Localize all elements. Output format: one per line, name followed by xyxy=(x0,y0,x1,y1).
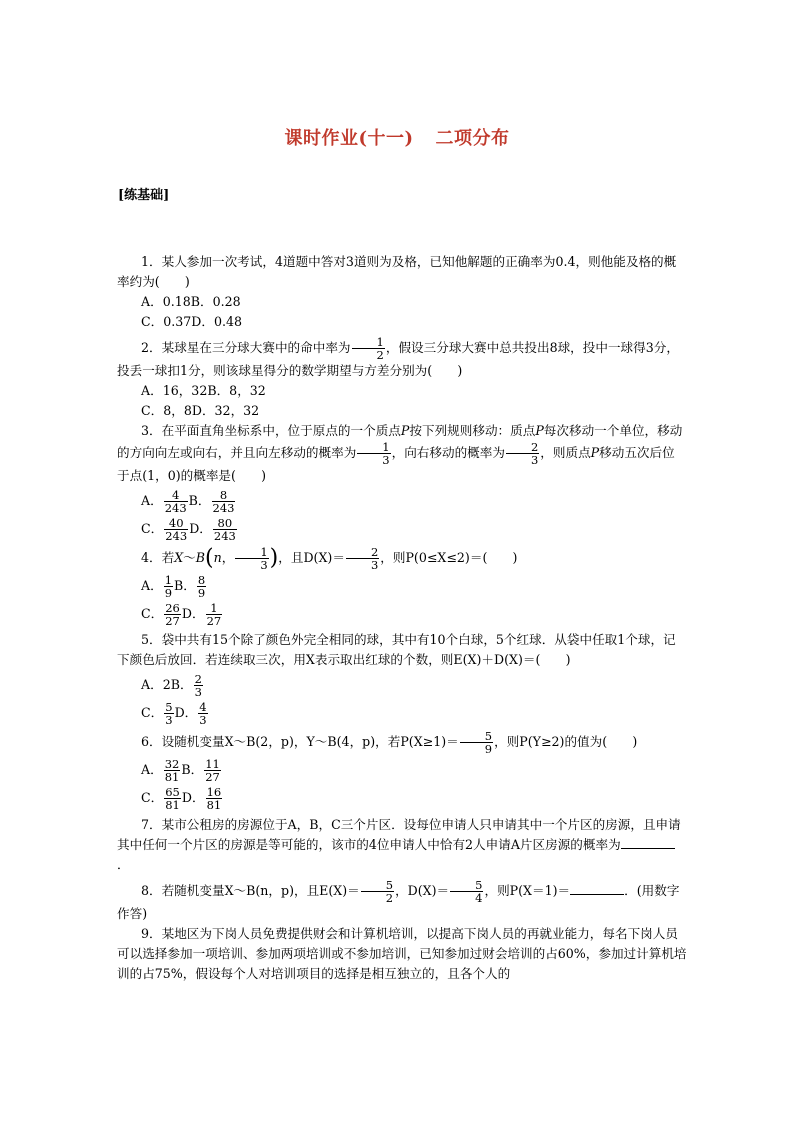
fraction: $\frac{1}{27}$ xyxy=(206,601,222,628)
question-1: 1．某人参加一次考试，4道题中答对3道则为及格，已知他解题的正确率为0.4，则他能及格的概率约为( ) xyxy=(117,254,677,289)
section-heading: [练基础] xyxy=(118,188,170,203)
fraction: $\frac{11}{27}$ xyxy=(205,757,220,784)
q6-options-cd: C． $\frac{65}{81}$ D． $\frac{16}{81}$ xyxy=(141,785,222,812)
title-topic: 二项分布 xyxy=(435,128,510,149)
fraction: $\frac{2}{3}$ xyxy=(346,546,379,571)
fraction: $\frac{8}{9}$ xyxy=(197,573,206,600)
fraction: $\frac{40}{243}$ xyxy=(165,516,188,543)
fraction: $\frac{80}{243}$ xyxy=(213,516,236,543)
question-3: 3．在平面直角坐标系中，位于原点的一个质点P按下列规则移动：质点P每次移动一个单位，移动的方向向左或向右，并且向左移动的概率为 $\frac{1}{3}$ ，向右移动的概率为 $\frac{2}{3}$ ，则质点P移动五次后位于点(1，0)的概率是( ) xyxy=(117,423,683,483)
q6-options-ab: A． $\frac{32}{81}$ B． $\frac{11}{27}$ xyxy=(141,757,220,784)
q3-options-ab: A． $\frac{4}{243}$ B． $\frac{8}{243}$ xyxy=(141,488,235,515)
answer-blank[interactable] xyxy=(621,836,675,849)
fraction: $\frac{26}{27}$ xyxy=(165,601,180,628)
q1-options-ab: A．0.18B．0.28 xyxy=(141,294,241,309)
answer-blank[interactable] xyxy=(570,882,624,895)
fraction: $\frac{4}{243}$ xyxy=(164,488,187,515)
page-title xyxy=(0,124,794,150)
q2-options-ab: A．16，32B．8，32 xyxy=(141,383,266,398)
fraction: $\frac{1}{3}$ xyxy=(235,546,268,571)
question-list xyxy=(117,252,687,984)
fraction: $\frac{1}{2}$ xyxy=(352,336,385,361)
q4-options-cd: C． $\frac{26}{27}$ D． $\frac{1}{27}$ xyxy=(141,601,222,628)
fraction: $\frac{1}{3}$ xyxy=(357,441,390,466)
fraction: $\frac{1}{9}$ xyxy=(164,573,173,600)
fraction: $\frac{4}{3}$ xyxy=(199,700,207,727)
fraction: $\frac{16}{81}$ xyxy=(206,785,222,812)
fraction: $\frac{32}{81}$ xyxy=(164,757,180,784)
q2-options-cd: C．8，8D．32，32 xyxy=(141,403,260,418)
question-9: 9．某地区为下岗人员免费提供财会和计算机培训，以提高下岗人员的再就业能力，每名下岗人员可以选择参加一项培训、参加两项培训或不参加培训，已知参加过财会培训的占60%，参加过计算机培训的占75%，假设每个人对培训项目的选择是相互独立的，且各个人的 xyxy=(117,926,687,981)
q3-options-cd: C． $\frac{40}{243}$ D． $\frac{80}{243}$ xyxy=(141,516,236,543)
fraction: $\frac{5}{3}$ xyxy=(165,700,173,727)
question-8: 8．若随机变量X～B(n，p)，且E(X)＝ $\frac{5}{2}$ ，D(X)＝ $\frac{5}{4}$ ，则P(X＝1)＝ ．(用数字作答) xyxy=(117,878,680,921)
fraction: $\frac{2}{3}$ xyxy=(506,441,539,466)
question-2: 2．某球星在三分球大赛中的命中率为 $\frac{1}{2}$ ，假设三分球大赛中总共投出8球，投中一球得3分，投丢一球扣1分，则该球星得分的数学期望与方差分别为( ) xyxy=(117,335,679,378)
question-5: 5．袋中共有15个除了颜色外完全相同的球，其中有10个白球，5个红球．从袋中任取1个球，记下颜色后放回．若连续取三次，用X表示取出红球的个数，则E(X)＋D(X)＝( ) xyxy=(117,632,676,667)
fraction: $\frac{65}{81}$ xyxy=(165,785,180,812)
question-6: 6．设随机变量X～B(2，p)，Y～B(4，p)，若P(X≥1)＝ $\frac{5}{9}$ ，则P(Y≥2)的值为( ) xyxy=(141,729,638,756)
question-4: 4．若X～B(n， $\frac{1}{3}$ )，且D(X)＝ $\frac{2}{3}$ ，则P(0≤X≤2)＝( ) xyxy=(141,545,518,572)
q4-options-ab: A． $\frac{1}{9}$ B． $\frac{8}{9}$ xyxy=(141,573,206,600)
fraction: $\frac{5}{4}$ xyxy=(450,879,483,904)
q5-options-cd: C． $\frac{5}{3}$ D． $\frac{4}{3}$ xyxy=(141,700,207,727)
fraction: $\frac{2}{3}$ xyxy=(194,672,202,699)
q5-options-ab: A．2B． $\frac{2}{3}$ xyxy=(141,672,202,699)
fraction: $\frac{5}{2}$ xyxy=(361,879,394,904)
title-main: 课时作业(十一) xyxy=(284,128,414,149)
question-7: 7．某市公租房的房源位于A，B，C三个片区．设每位申请人只申请其中一个片区的房源，且申请其中任何一个片区的房源是等可能的，该市的4位申请人中恰有2人申请A片区房源的概率为． xyxy=(117,817,681,872)
fraction: $\frac{5}{9}$ xyxy=(460,730,493,755)
fraction: $\frac{8}{243}$ xyxy=(212,488,235,515)
q1-options-cd: C．0.37D．0.48 xyxy=(141,314,243,329)
